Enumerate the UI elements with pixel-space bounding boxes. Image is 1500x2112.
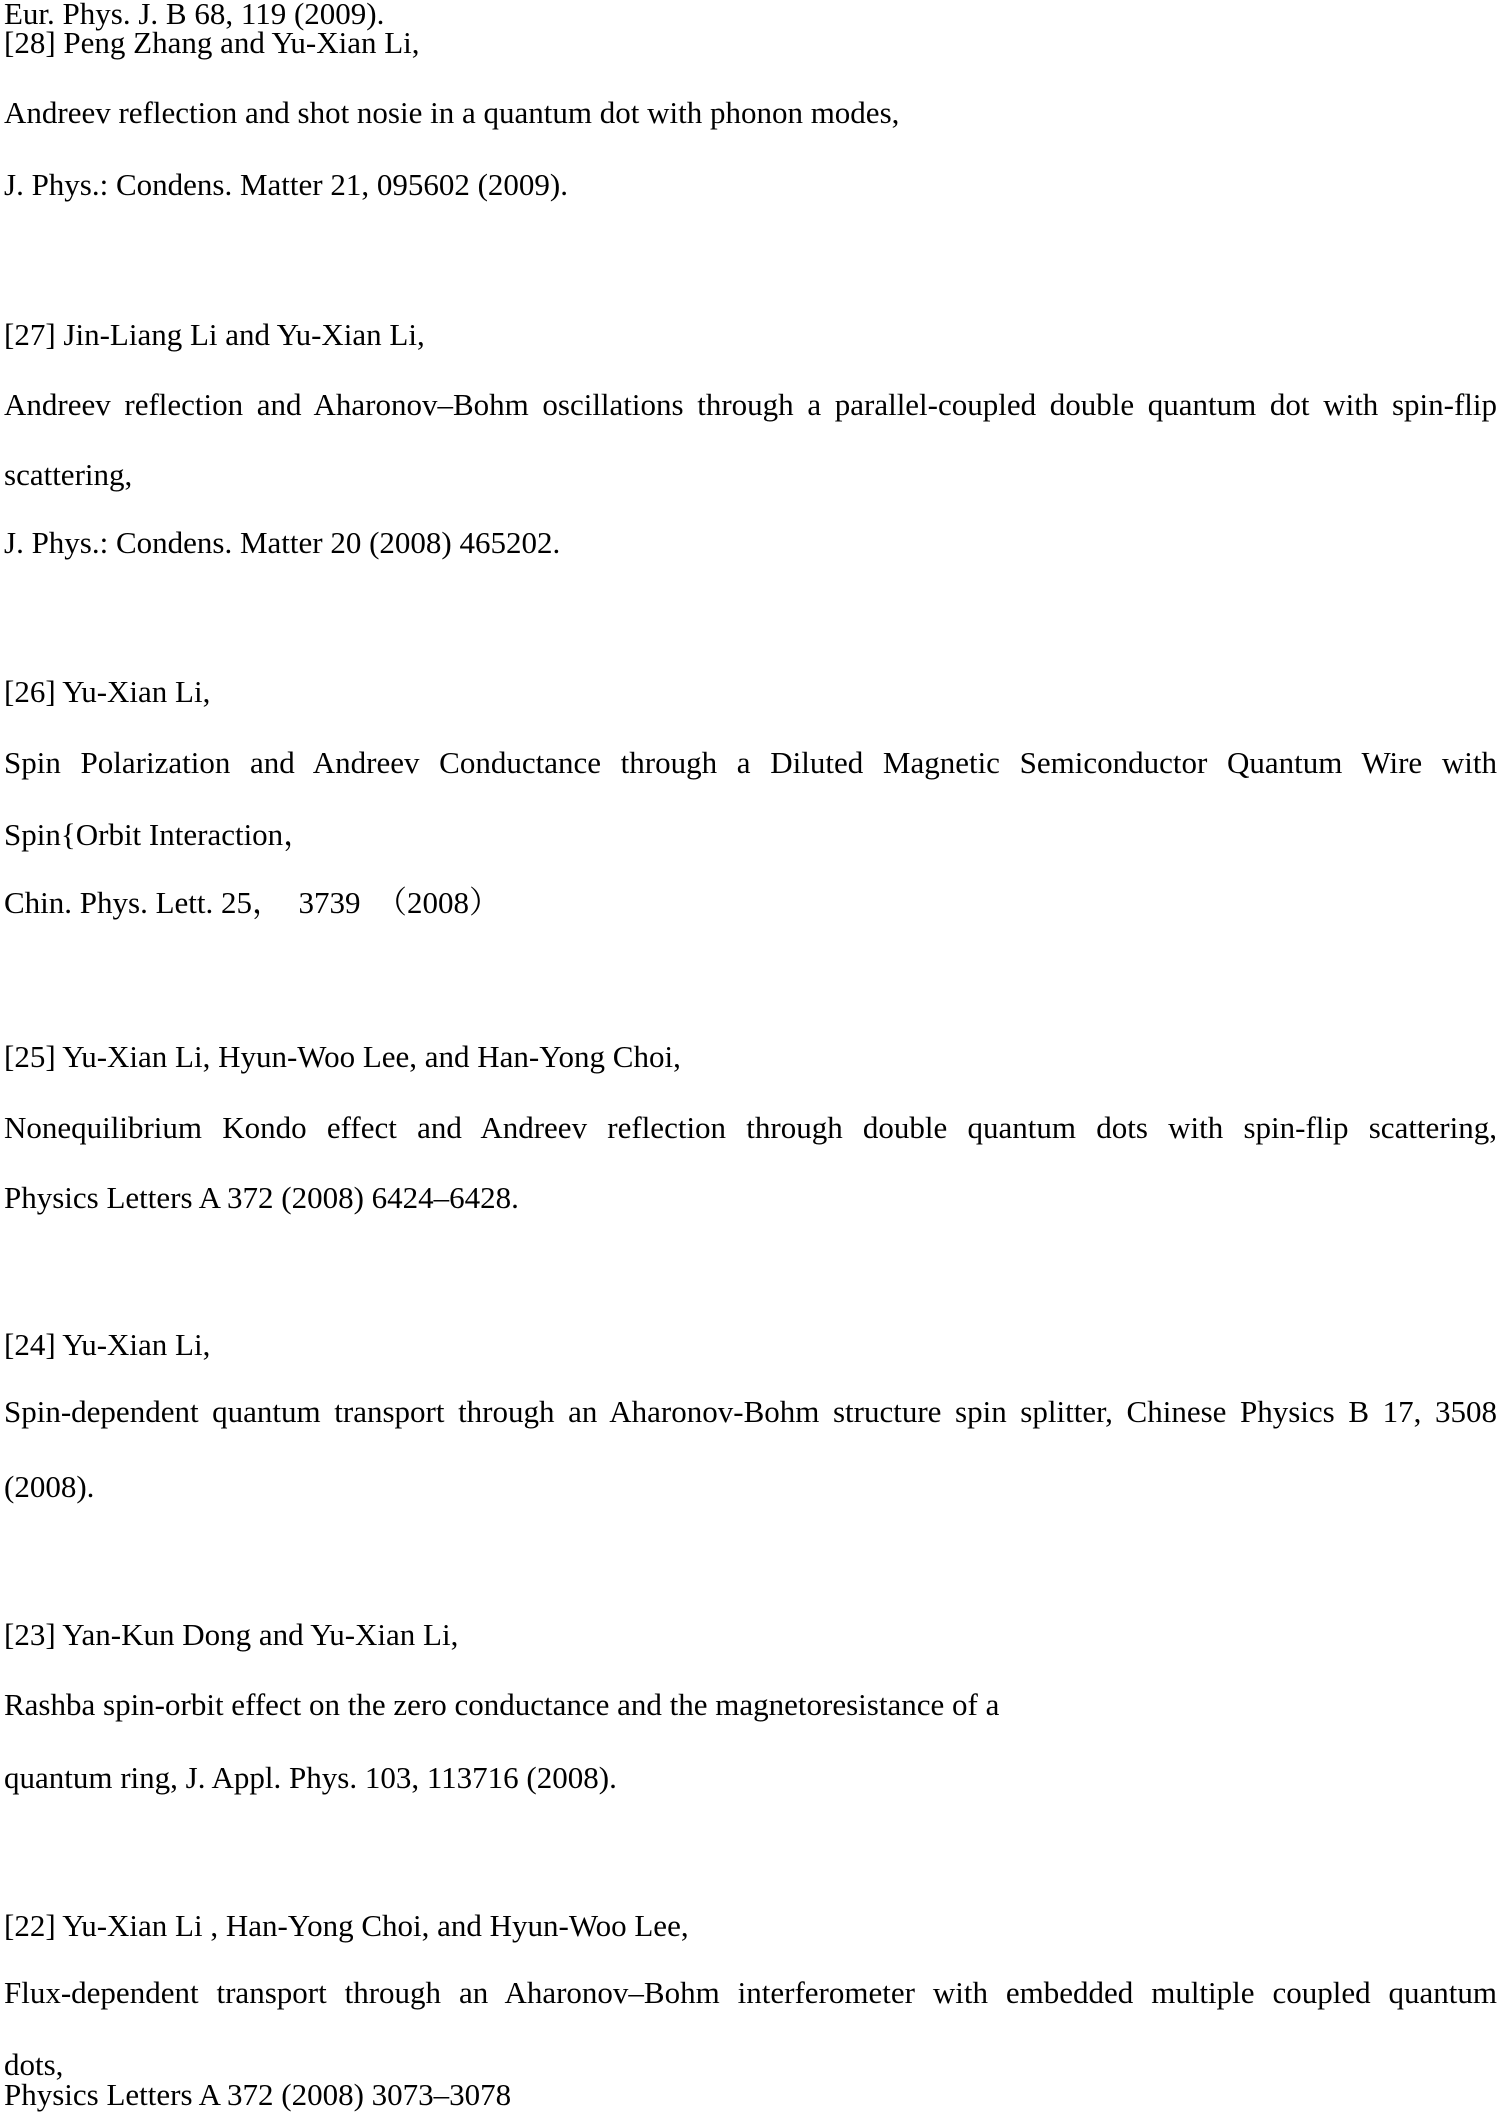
ref-22-authors-line: [22] Yu-Xian Li , Han-Yong Choi, and Hyun-Woo Lee,	[4, 1908, 689, 1943]
ref-25-authors-line: [25] Yu-Xian Li, Hyun-Woo Lee, and Han-Yong Choi,	[4, 1039, 681, 1074]
ref-23-authors-line: [23] Yan-Kun Dong and Yu-Xian Li,	[4, 1617, 459, 1652]
ref-24-authors-line: [24] Yu-Xian Li,	[4, 1327, 211, 1362]
ref-23-title-line-2: quantum ring, J. Appl. Phys. 103, 113716 (2008).	[4, 1760, 617, 1795]
ref-26-authors-line: [26] Yu-Xian Li,	[4, 674, 211, 709]
ref-27-title-line-1: Andreev reflection and Aharonov–Bohm oscillations through a parallel-coupled double quantum dot with spin-flip	[4, 387, 1497, 422]
ref-22-title-line-2: dots,	[4, 2047, 64, 2082]
ref-24-title-line-2: (2008).	[4, 1469, 95, 1504]
ref-27-title-line-2: scattering,	[4, 457, 133, 492]
ref-26-title-line-1: Spin Polarization and Andreev Conductance through a Diluted Magnetic Semiconductor Quantum Wire with	[4, 745, 1497, 780]
ref-25-title-line: Nonequilibrium Kondo effect and Andreev reflection through double quantum dots with spin-flip scattering,	[4, 1110, 1497, 1145]
prev-ref-journal-line: Eur. Phys. J. B 68, 119 (2009).	[4, 0, 385, 31]
ref-22-journal-line: Physics Letters A 372 (2008) 3073–3078	[4, 2077, 512, 2112]
ref-28-title-line: Andreev reflection and shot nosie in a quantum dot with phonon modes,	[4, 95, 900, 130]
ref-28-journal-line: J. Phys.: Condens. Matter 21, 095602 (2009).	[4, 167, 569, 202]
ref-25-journal-line: Physics Letters A 372 (2008) 6424–6428.	[4, 1180, 519, 1215]
ref-26-journal-line: Chin. Phys. Lett. 25， 3739 （2008）	[4, 885, 501, 920]
ref-28-authors-line: [28] Peng Zhang and Yu-Xian Li,	[4, 25, 420, 60]
ref-27-journal-line: J. Phys.: Condens. Matter 20 (2008) 465202.	[4, 525, 561, 560]
ref-27-authors-line: [27] Jin-Liang Li and Yu-Xian Li,	[4, 317, 425, 352]
ref-26-title-line-2: Spin{Orbit Interaction，	[4, 817, 315, 852]
ref-23-title-line-1: Rashba spin-orbit effect on the zero conductance and the magnetoresistance of a	[4, 1687, 1000, 1722]
ref-24-title-line-1: Spin-dependent quantum transport through an Aharonov-Bohm structure spin splitter, Chinese Physics B 17, 3508	[4, 1394, 1497, 1429]
ref-22-title-line-1: Flux-dependent transport through an Aharonov–Bohm interferometer with embedded multiple coupled quantum	[4, 1975, 1497, 2010]
